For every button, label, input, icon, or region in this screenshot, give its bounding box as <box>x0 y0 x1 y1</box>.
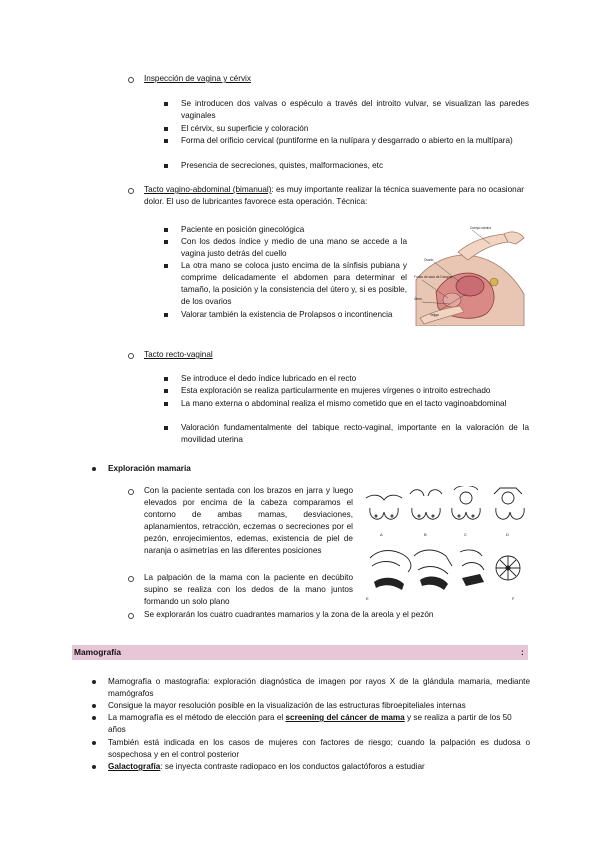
mamografia-item-2-text: Consigue la mayor resolución posible en la visualización de las estructuras fibroepiteliales internas <box>108 701 466 710</box>
dot-bullet <box>92 704 96 708</box>
mamaria-item-2: La palpación de la mama con la paciente en decúbito supino se realiza con los dedos de la mano juntos formando un solo plano <box>144 573 353 606</box>
square-bullet <box>164 240 168 244</box>
exploracion-mamaria-title: Exploración mamaria <box>108 464 191 473</box>
figure-label-utero: Útero <box>414 297 422 301</box>
figure-label-c: C <box>464 532 467 537</box>
tacto-recto-item-3: La mano externa o abdominal realiza el mismo cometido que en el tacto vaginoabdominal <box>181 399 507 408</box>
figure-label-e: E <box>366 596 369 601</box>
mamografia-item-1 <box>108 676 530 700</box>
tacto-recto-item-1: Se introduce el dedo índice lubricado en el recto <box>181 374 357 383</box>
tacto-bimanual-intro <box>144 184 530 208</box>
tacto-bimanual-item-2: Con los dedos índice y medio de una mano se accede a la vagina justo detrás del cuello <box>181 237 407 258</box>
inspeccion-item-1: Se introducen dos valvas o espéculo a través del introito vulvar, se visualizan las paredes vaginales <box>181 99 529 120</box>
figure-label-fondo-saco: Fondo de saco de Douglas <box>414 275 453 279</box>
inspeccion-title: Inspección de vagina y cérvix <box>144 74 251 83</box>
dot-bullet <box>92 680 96 684</box>
mamografia-item-2 <box>108 700 530 712</box>
tacto-bimanual-intro-text: : es muy importante realizar la técnica suavemente para no ocasionar dolor. El uso de lubricantes favorece esta operación. Técnica: <box>144 185 525 206</box>
tacto-bimanual-item-1: Paciente en posición ginecológica <box>181 225 305 234</box>
mamografia-item-3-post: y se realiza a partir de los 50 años <box>108 713 512 734</box>
square-bullet <box>164 402 168 406</box>
square-bullet <box>164 164 168 168</box>
mamografia-item-4 <box>108 737 530 761</box>
mamografia-item-5 <box>108 761 530 773</box>
dot-bullet <box>92 716 96 720</box>
mamografia-item-3-bold: screening del cáncer de mama <box>285 713 405 722</box>
figure-label-vejiga: Vejiga <box>430 313 439 317</box>
tacto-bimanual-item-3: La otra mano se coloca justo encima de la sínfisis pubiana y comprime delicadamente el abdomen para determinar el tamaño, la posición y la consistencia del útero y, si es posible, de los ovarios <box>181 261 407 306</box>
tacto-bimanual-item-4: Valorar también la existencia de Prolapsos o incontinencia <box>181 310 393 319</box>
square-bullet <box>164 127 168 131</box>
mamografia-item-1-text: Mamografía o mastografía: exploración diagnóstica de imagen por rayos X de la glándula mamaria, mediante mamógrafos <box>108 677 530 698</box>
circle-bullet <box>128 353 134 359</box>
figure-label-cuerpo-uterino: Cuerpo uterino <box>470 226 492 230</box>
breast-exam-illustration <box>362 486 530 604</box>
section-band <box>72 645 528 660</box>
inspeccion-item-3: Forma del orificio cervical (puntiforme en la nulípara y desgarrado o abierto en la multípara) <box>181 136 513 145</box>
dot-bullet <box>92 741 96 745</box>
tacto-bimanual-title: Tacto vagino-abdominal (bimanual) <box>144 185 272 194</box>
figure-label-b: B <box>424 532 427 537</box>
square-bullet <box>164 264 168 268</box>
section-title-colon: : <box>521 647 524 657</box>
tacto-recto-item-4: Valoración fundamentalmente del tabique recto-vaginal, importante en la valoración de la movilidad uterina <box>181 423 529 444</box>
section-title-mamografia: Mamografía <box>74 647 122 657</box>
circle-bullet <box>128 576 134 582</box>
dot-bullet <box>92 467 96 471</box>
circle-bullet <box>128 188 134 194</box>
circle-bullet <box>128 77 134 83</box>
mamografia-item-4-text: También está indicada en los casos de mujeres con factores de riesgo; cuando la palpación es dudosa o sospechosa y en el control posterior <box>108 738 530 759</box>
mamografia-item-3-pre: La mamografía es el método de elección para el <box>108 713 286 722</box>
circle-bullet <box>128 489 134 495</box>
figure-label-f: F <box>512 596 515 601</box>
bimanual-exam-illustration <box>412 222 530 326</box>
tacto-recto-title: Tacto recto-vaginal <box>144 350 213 359</box>
dot-bullet <box>92 765 96 769</box>
mamografia-item-5-post: : se inyecta contraste radiopaco en los conductos galactóforos a estudiar <box>160 762 425 771</box>
figure-label-ovario: Ovario <box>424 258 434 262</box>
square-bullet <box>164 313 168 317</box>
tacto-recto-item-2: Esta exploración se realiza particularmente en mujeres vírgenes o introito estrechado <box>181 386 491 395</box>
figure-label-a: A <box>380 532 383 537</box>
mamografia-item-5-bold: Galactografía <box>108 762 161 771</box>
circle-bullet <box>128 613 134 619</box>
square-bullet <box>164 377 168 381</box>
square-bullet <box>164 389 168 393</box>
inspeccion-item-4: Presencia de secreciones, quistes, malformaciones, etc <box>181 161 384 170</box>
square-bullet <box>164 228 168 232</box>
square-bullet <box>164 139 168 143</box>
square-bullet <box>164 102 168 106</box>
inspeccion-item-2: El cérvix, su superficie y coloración <box>181 124 309 133</box>
mamografia-item-3 <box>108 712 530 736</box>
square-bullet <box>164 426 168 430</box>
mamaria-item-1: Con la paciente sentada con los brazos en jarra y luego elevados por encima de la cabeza comparamos el contorno de ambas mamas, desviaciones, aplanamientos, retracción, eczemas o secreciones por el pezón, enrojecimientos, edemas, existencia de piel de naranja o asimetrías en las diferentes posiciones <box>144 486 353 555</box>
mamaria-item-3: Se explorarán los cuatro cuadrantes mamarios y la zona de la areola y el pezón <box>144 610 434 619</box>
figure-label-d: D <box>506 532 509 537</box>
